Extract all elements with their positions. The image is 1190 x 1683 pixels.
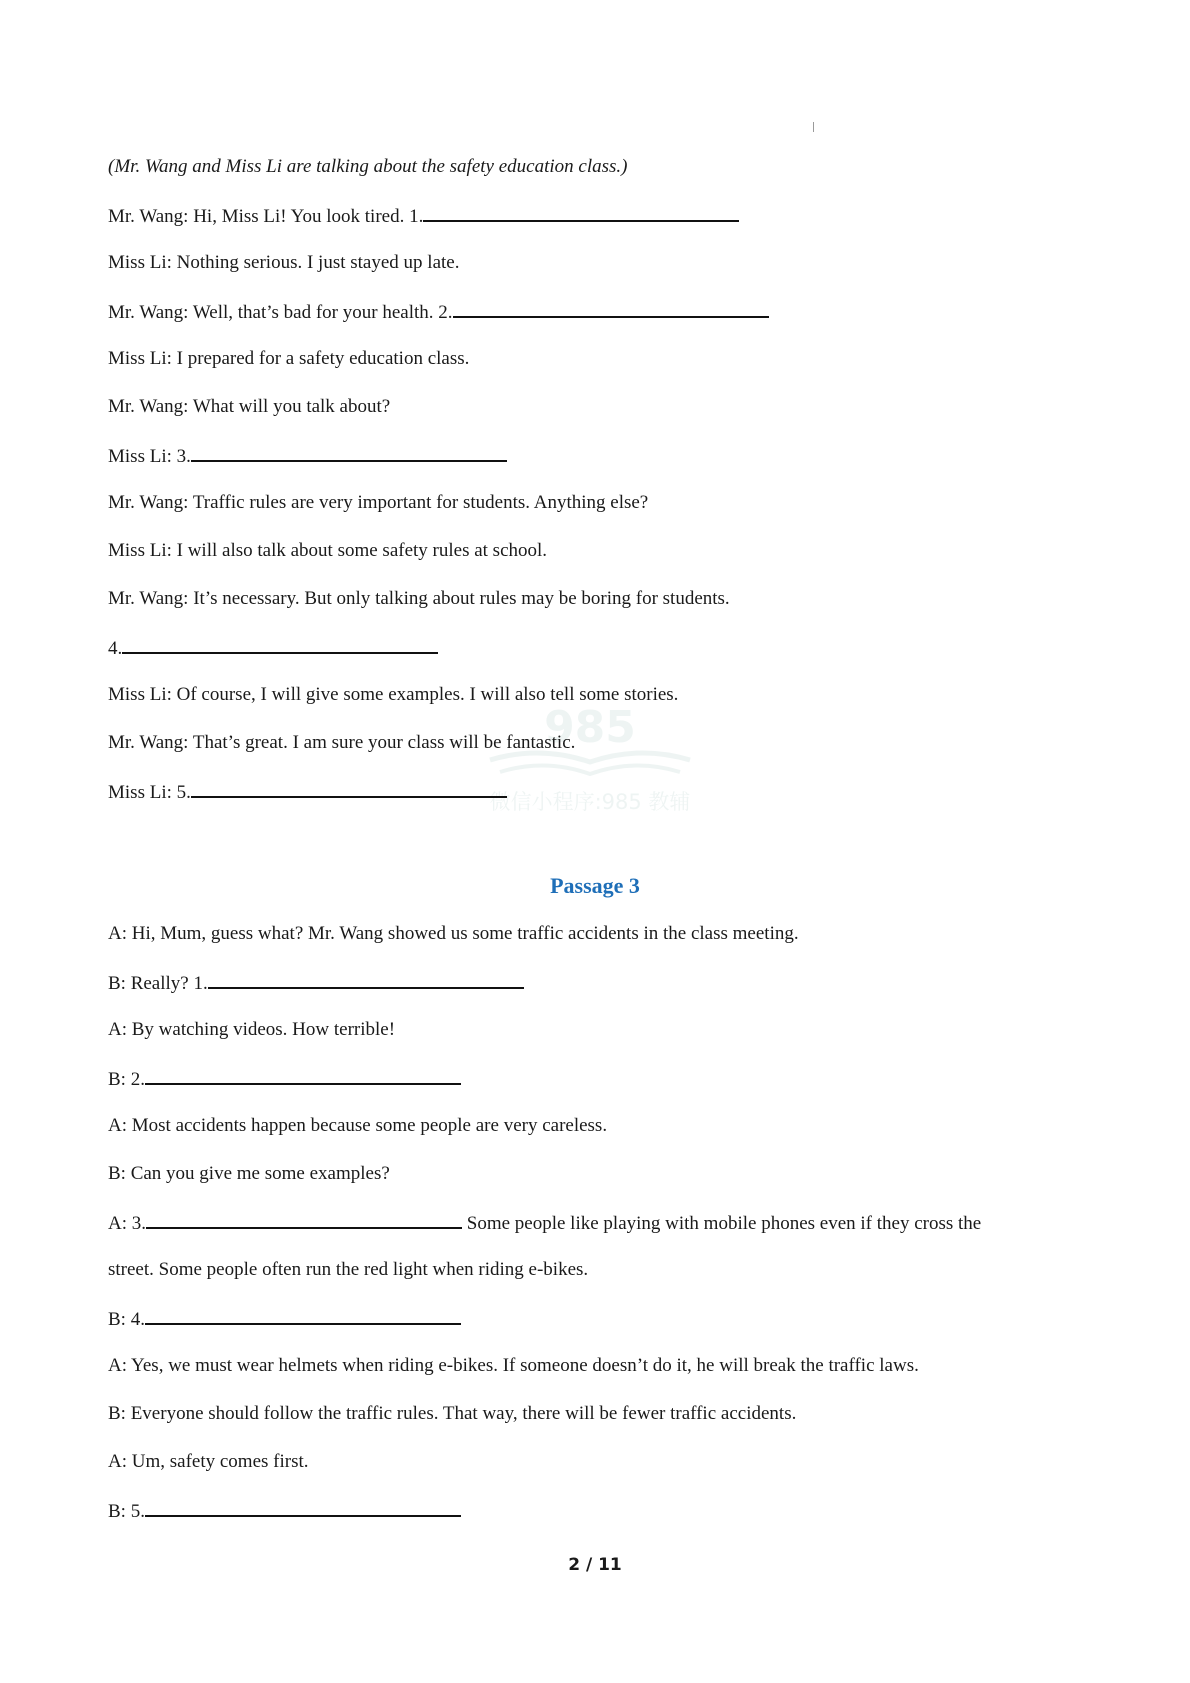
section-title: Passage 3 [550, 873, 640, 898]
answer-blank[interactable] [191, 443, 507, 462]
dialogue-line: Miss Li: Nothing serious. I just stayed up late. [108, 252, 460, 273]
answer-blank[interactable] [122, 635, 438, 654]
dialogue-line: Mr. Wang: What will you talk about? [108, 396, 391, 417]
answer-blank[interactable] [453, 299, 769, 318]
margin-mark [813, 122, 814, 132]
dialogue-line: Miss Li: I will also talk about some safety rules at school. [108, 540, 548, 561]
page-number: 2 / 11 [568, 1555, 622, 1575]
dialogue-line: 4. [108, 635, 438, 661]
dialogue-line: Miss Li: I prepared for a safety education class. [108, 348, 470, 369]
dialogue-line: Miss Li: 5. [108, 779, 507, 805]
dialogue-line: B: 5. [108, 1498, 461, 1524]
dialogue-line: A: Um, safety comes first. [108, 1451, 309, 1472]
answer-blank[interactable] [146, 1210, 462, 1229]
answer-blank[interactable] [191, 779, 507, 798]
dialogue-line: A: 3. Some people like playing with mobile phones even if they cross the [108, 1210, 981, 1236]
answer-blank[interactable] [145, 1066, 461, 1085]
dialogue-line: Miss Li: 3. [108, 443, 507, 469]
answer-blank[interactable] [145, 1498, 461, 1517]
dialogue-line: A: By watching videos. How terrible! [108, 1019, 396, 1040]
dialogue-line: street. Some people often run the red light when riding e-bikes. [108, 1259, 589, 1280]
answer-blank[interactable] [208, 970, 524, 989]
dialogue-line: Mr. Wang: Well, that’s bad for your health. 2. [108, 299, 769, 325]
dialogue-line: B: 2. [108, 1066, 461, 1092]
dialogue-line: B: Really? 1. [108, 970, 524, 996]
watermark-caption: 微信小程序:985 教辅 [489, 790, 691, 814]
dialogue-line: Mr. Wang: That’s great. I am sure your class will be fantastic. [108, 732, 576, 753]
dialogue-line: A: Most accidents happen because some people are very careless. [108, 1115, 608, 1136]
answer-blank[interactable] [423, 203, 739, 222]
dialogue-line: A: Yes, we must wear helmets when riding e-bikes. If someone doesn’t do it, he will break the traffic laws. [108, 1355, 919, 1376]
answer-blank[interactable] [145, 1306, 461, 1325]
watermark-logo-text: 985 [544, 702, 636, 753]
dialogue-line: Miss Li: Of course, I will give some examples. I will also tell some stories. [108, 684, 679, 705]
dialogue-line: Mr. Wang: It’s necessary. But only talking about rules may be boring for students. [108, 588, 730, 609]
dialogue-line: B: Everyone should follow the traffic rules. That way, there will be fewer traffic accidents. [108, 1403, 797, 1424]
dialogue-line: Mr. Wang: Hi, Miss Li! You look tired. 1. [108, 203, 739, 229]
dialogue-line: A: Hi, Mum, guess what? Mr. Wang showed us some traffic accidents in the class meeting. [108, 923, 799, 944]
dialogue-line: B: 4. [108, 1306, 461, 1332]
dialogue-intro: (Mr. Wang and Miss Li are talking about the safety education class.) [108, 156, 628, 177]
dialogue-line: Mr. Wang: Traffic rules are very important for students. Anything else? [108, 492, 649, 513]
dialogue-line: B: Can you give me some examples? [108, 1163, 390, 1184]
